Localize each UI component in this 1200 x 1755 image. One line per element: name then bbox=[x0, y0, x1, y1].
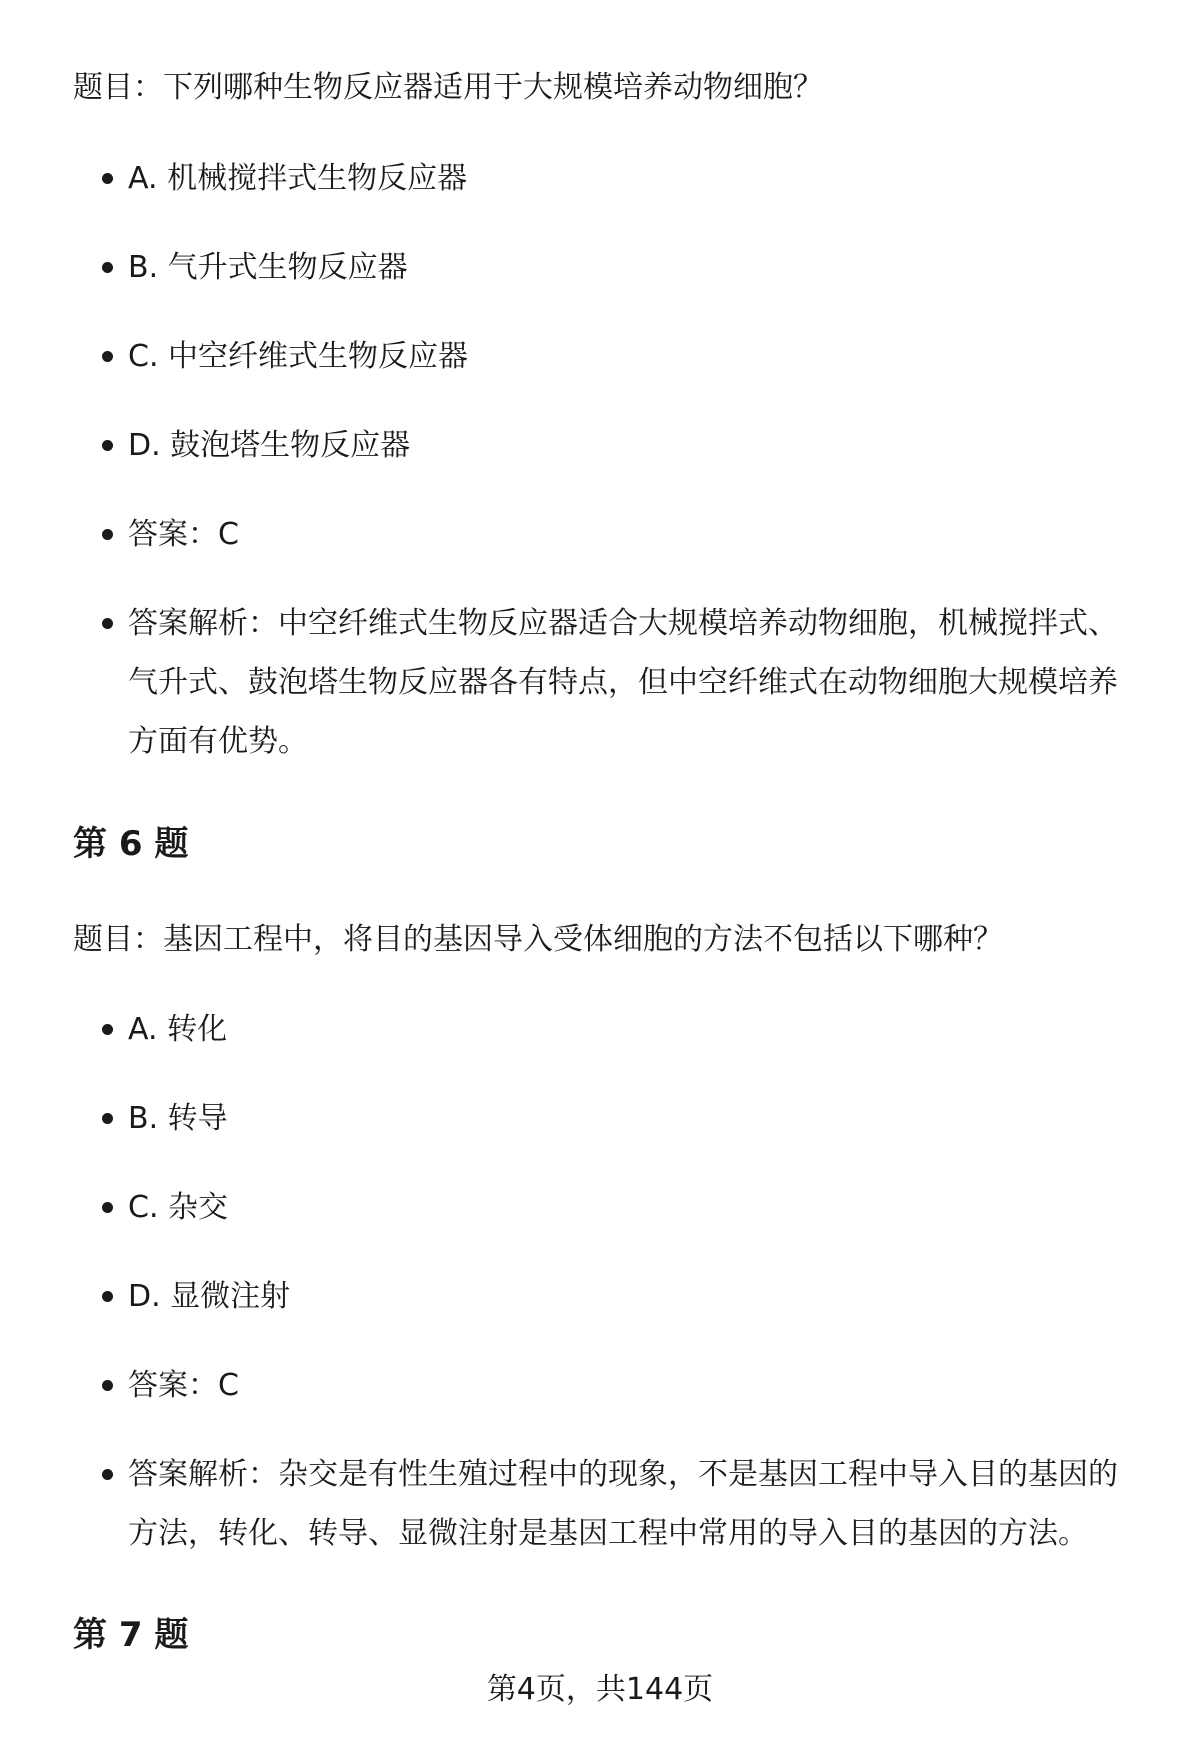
page-number: 第4页，共144页 bbox=[486, 1672, 714, 1707]
question-text: 题目：下列哪种生物反应器适用于大规模培养动物细胞？ bbox=[73, 70, 823, 105]
option-a: A. 机械搅拌式生物反应器 bbox=[128, 149, 1142, 208]
option-b: B. 气升式生物反应器 bbox=[128, 238, 1142, 297]
question-heading: 第 7 题 bbox=[73, 1615, 189, 1655]
option-c: C. 中空纤维式生物反应器 bbox=[128, 327, 1142, 386]
option-a: A. 转化 bbox=[128, 1000, 1142, 1059]
question-text: 题目：基因工程中，将目的基因导入受体细胞的方法不包括以下哪种？ bbox=[73, 922, 1003, 957]
option-b: B. 转导 bbox=[128, 1089, 1142, 1148]
question-heading: 第 6 题 bbox=[73, 824, 189, 864]
answer-explanation: 答案解析：中空纤维式生物反应器适合大规模培养动物细胞，机械搅拌式、气升式、鼓泡塔生物反应器各有特点，但中空纤维式在动物细胞大规模培养方面有优势。 bbox=[128, 594, 1142, 771]
answer: 答案：C bbox=[128, 1356, 1142, 1415]
answer-explanation: 答案解析：杂交是有性生殖过程中的现象，不是基因工程中导入目的基因的方法，转化、转导、显微注射是基因工程中常用的导入目的基因的方法。 bbox=[128, 1445, 1142, 1563]
answer: 答案：C bbox=[128, 505, 1142, 564]
option-c: C. 杂交 bbox=[128, 1178, 1142, 1237]
option-d: D. 显微注射 bbox=[128, 1267, 1142, 1326]
option-d: D. 鼓泡塔生物反应器 bbox=[128, 416, 1142, 475]
